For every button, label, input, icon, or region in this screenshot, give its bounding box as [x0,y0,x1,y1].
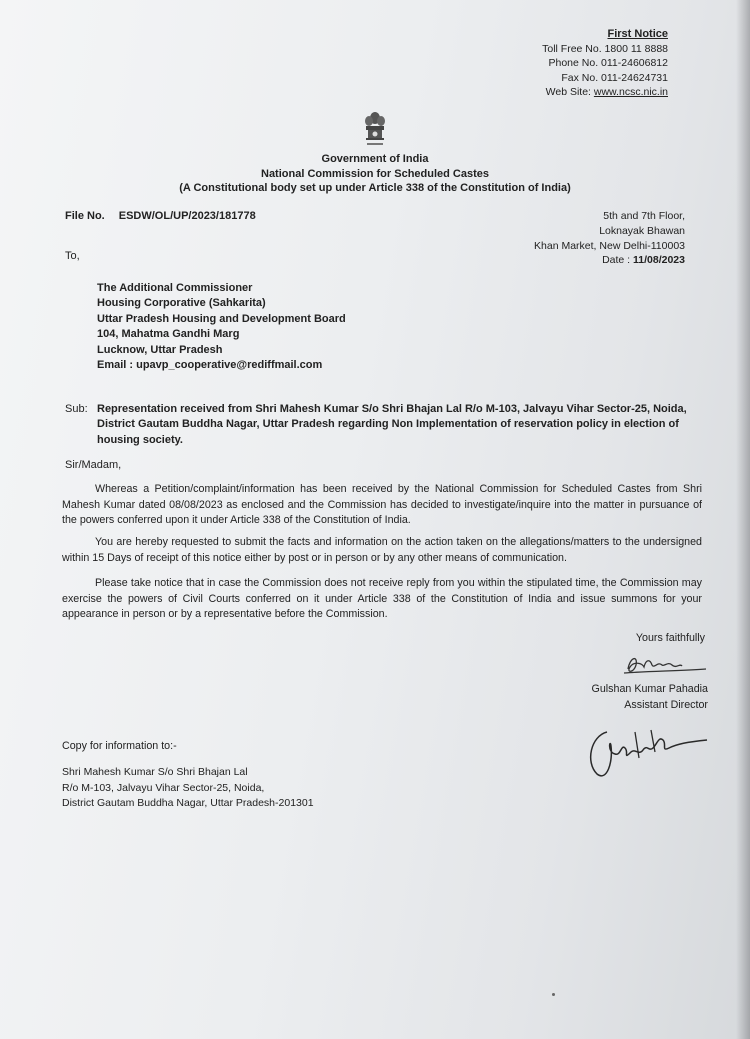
commission-line: National Commission for Scheduled Castes [261,167,489,180]
recipient-email: Email : upavp_cooperative@rediffmail.com [97,359,323,372]
constitution-line: (A Constitutional body set up under Article 338 of the Constitution of India) [179,182,571,194]
toll-free: Toll Free No. 1800 11 8888 [542,42,668,55]
address-line2: Loknayak Bhawan [599,224,685,237]
recipient-line5: Lucknow, Uttar Pradesh [97,343,223,356]
paragraph-2 [62,535,702,566]
signature-image [620,651,710,679]
notice-title: First Notice [607,28,668,40]
fax: Fax No. 011-24624731 [561,71,668,84]
website-line [542,85,668,100]
copy-line2: R/o M-103, Jalvayu Vihar Sector-25, Noida, [62,781,265,794]
subject-line3: housing society. [97,433,183,446]
copy-address [62,765,314,812]
address-line1: 5th and 7th Floor, [603,210,685,222]
subject-text [97,402,689,448]
website-link[interactable]: www.ncsc.nic.in [593,86,668,98]
file-value: ESDW/OL/UP/2023/181778 [118,210,256,222]
paragraph-1-text: Whereas a Petition/complaint/information has been received by the National Commission for Scheduled Castes from Shri Mahesh Kumar dated 08/08/2023 as enclosed and the Commission has decided to investigate/inquire into the matter in pursuance of the powers conferred upon it under Article 338 of the Constitution of India. [62,483,702,527]
copy-label: Copy for information to:- [62,740,177,752]
website-label: Web Site: [545,86,594,98]
phone: Phone No. 011-24606812 [548,57,668,69]
recipient-line3: Uttar Pradesh Housing and Development Board [97,312,346,325]
signer-designation: Assistant Director [624,699,708,711]
address-line3: Khan Market, New Delhi-110003 [534,239,685,252]
letterhead [0,152,750,196]
govt-line: Government of India [321,153,429,165]
subject-line2: District Gautam Buddha Nagar, Uttar Pradesh regarding Non Implementation of reservation policy in election of [97,418,679,431]
date-label: Date : [602,254,634,267]
file-number [65,210,256,222]
date-value: 11/08/2023 [633,254,685,267]
signer-block [592,681,708,713]
paragraph-1 [62,482,702,529]
to-label: To, [65,250,80,262]
recipient-line4: 104, Mahatma Gandhi Marg [97,328,240,341]
paper-speck [552,993,555,996]
closing: Yours faithfully [635,632,705,644]
recipient-line1: The Additional Commissioner [97,282,253,294]
copy-line1: Shri Mahesh Kumar S/o Shri Bhajan Lal [62,766,248,778]
copy-line3: District Gautam Buddha Nagar, Uttar Pradesh-201301 [62,797,314,809]
paragraph-3-text: Please take notice that in case the Commission does not receive reply from you within the stipulated time, the Commission may exercise the powers of Civil Courts conferred on it under Article 338 of the Constitution of India and issue summons for your appearance in person or by a representative before the Commission. [62,577,702,621]
salutation: Sir/Madam, [65,459,122,471]
paragraph-2-text: You are hereby requested to submit the facts and information on the action taken on the allegations/matters to the undersigned within 15 Days of receipt of this notice either by post or in person or by any other means of communication. [62,536,702,564]
signer-name: Gulshan Kumar Pahadia [591,683,708,695]
recipient-line2: Housing Corporative (Sahkarita) [97,297,266,310]
paragraph-3 [62,576,702,623]
page-edge-shadow [736,0,750,1039]
contact-block [542,27,668,100]
recipient-address [97,281,346,373]
office-address [534,209,685,268]
subject-line1: Representation received from Shri Mahesh Kumar S/o Shri Bhajan Lal R/o M-103, Jalvayu Vihar Sector-25, Noida, [97,403,687,415]
subject-label: Sub: [65,403,88,415]
second-signature-image [577,722,717,784]
national-emblem-icon [360,108,390,150]
date-line [534,253,685,268]
file-label: File No. [65,210,105,222]
